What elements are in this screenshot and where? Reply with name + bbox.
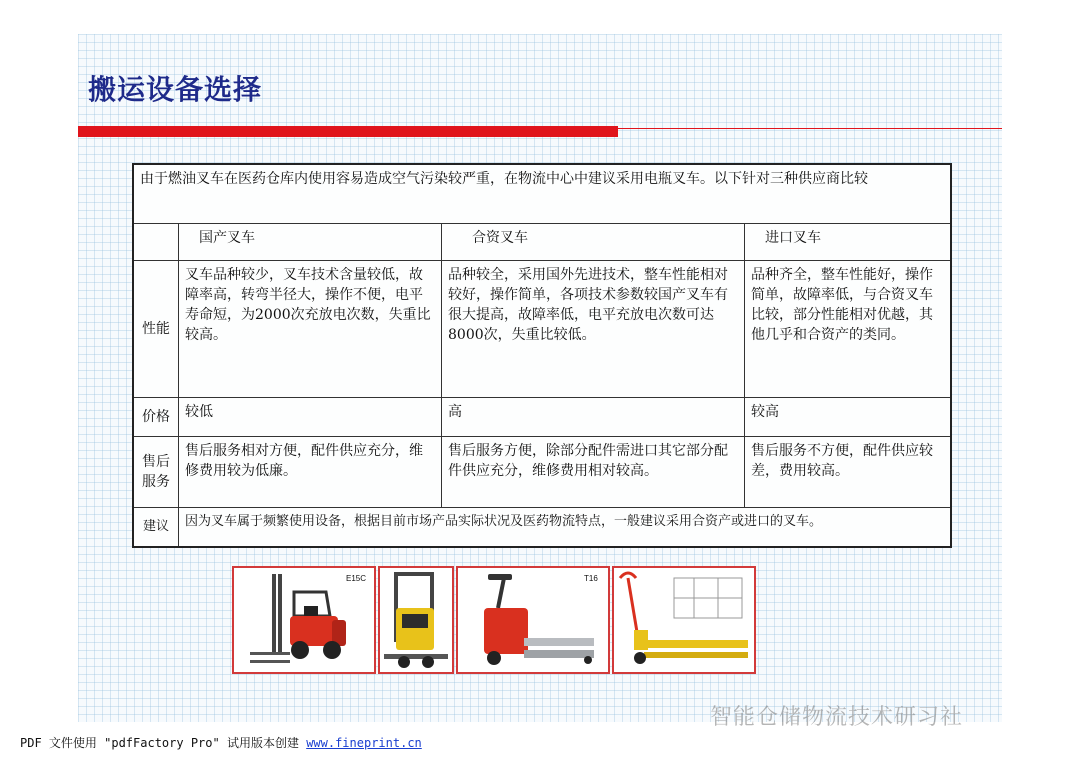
header-imported: 进口叉车 [745, 224, 952, 261]
header-empty-cell [133, 224, 179, 261]
table-intro-row [133, 164, 951, 224]
cell-advice-text: 因为叉车属于频繁使用设备，根据目前市场产品实际状况及医药物流特点，一般建议采用合资产或进口的叉车。 [179, 508, 952, 548]
header-domestic: 国产叉车 [179, 224, 442, 261]
comparison-table [132, 163, 952, 548]
footer-link[interactable]: www.fineprint.cn [306, 736, 422, 750]
cell-price-domestic: 较低 [179, 398, 442, 437]
pdf-footer [20, 734, 422, 751]
forklift-photo-pallet-truck [456, 566, 610, 674]
cell-price-joint: 高 [442, 398, 745, 437]
table-intro-text: 由于燃油叉车在医药仓库内使用容易造成空气污染较严重，在物流中心中建议采用电瓶叉车。以下针对三种供应商比较 [133, 164, 951, 224]
row-label-after-sales: 售后服务 [133, 437, 179, 508]
footer-text: PDF 文件使用 "pdfFactory Pro" 试用版本创建 [20, 736, 299, 750]
row-label-performance: 性能 [133, 261, 179, 398]
forklift-photo-reach-truck [378, 566, 454, 674]
wechat-watermark: 智能仓储物流技术研习社 [710, 705, 964, 730]
counterbalance-forklift-icon [234, 568, 374, 672]
header-joint: 合资叉车 [442, 224, 745, 261]
title-underline-line [618, 128, 1002, 129]
electric-pallet-truck-icon [458, 568, 608, 672]
cell-after-sales-joint: 售后服务方便，除部分配件需进口其它部分配件供应充分，维修费用相对较高。 [442, 437, 745, 508]
forklift-photo-hand-pallet-jack [612, 566, 756, 674]
table-header-row [133, 224, 951, 261]
photo-model-tag-2: T16 [584, 574, 598, 583]
cell-after-sales-imported: 售后服务不方便，配件供应较差，费用较高。 [745, 437, 952, 508]
table-row-performance [133, 261, 951, 398]
reach-truck-icon [380, 568, 452, 672]
cell-performance-joint: 品种较全，采用国外先进技术，整车性能相对较好，操作简单，各项技术参数较国产叉车有很大提高，故障率低，电平充放电次数可达8000次，失重比较低。 [442, 261, 745, 398]
forklift-photo-counterbalance [232, 566, 376, 674]
table-row-price [133, 398, 951, 437]
table-row-advice [133, 508, 951, 548]
photo-model-tag: E15C [346, 574, 367, 583]
cell-price-imported: 较高 [745, 398, 952, 437]
slide-title: 搬运设备选择 [88, 73, 263, 106]
cell-performance-domestic: 叉车品种较少，叉车技术含量较低，故障率高，转弯半径大，操作不便，电平寿命短，为2000次充放电次数，失重比较高。 [179, 261, 442, 398]
hand-pallet-jack-icon [614, 568, 754, 672]
title-underline-bar [78, 126, 618, 137]
row-label-price: 价格 [133, 398, 179, 437]
cell-performance-imported: 品种齐全，整车性能好，操作简单，故障率低，与合资叉车比较，部分性能相对优越，其他几乎和合资产的类同。 [745, 261, 952, 398]
table-row-after-sales [133, 437, 951, 508]
row-label-advice: 建议 [133, 508, 179, 548]
cell-after-sales-domestic: 售后服务相对方便，配件供应充分，维修费用较为低廉。 [179, 437, 442, 508]
